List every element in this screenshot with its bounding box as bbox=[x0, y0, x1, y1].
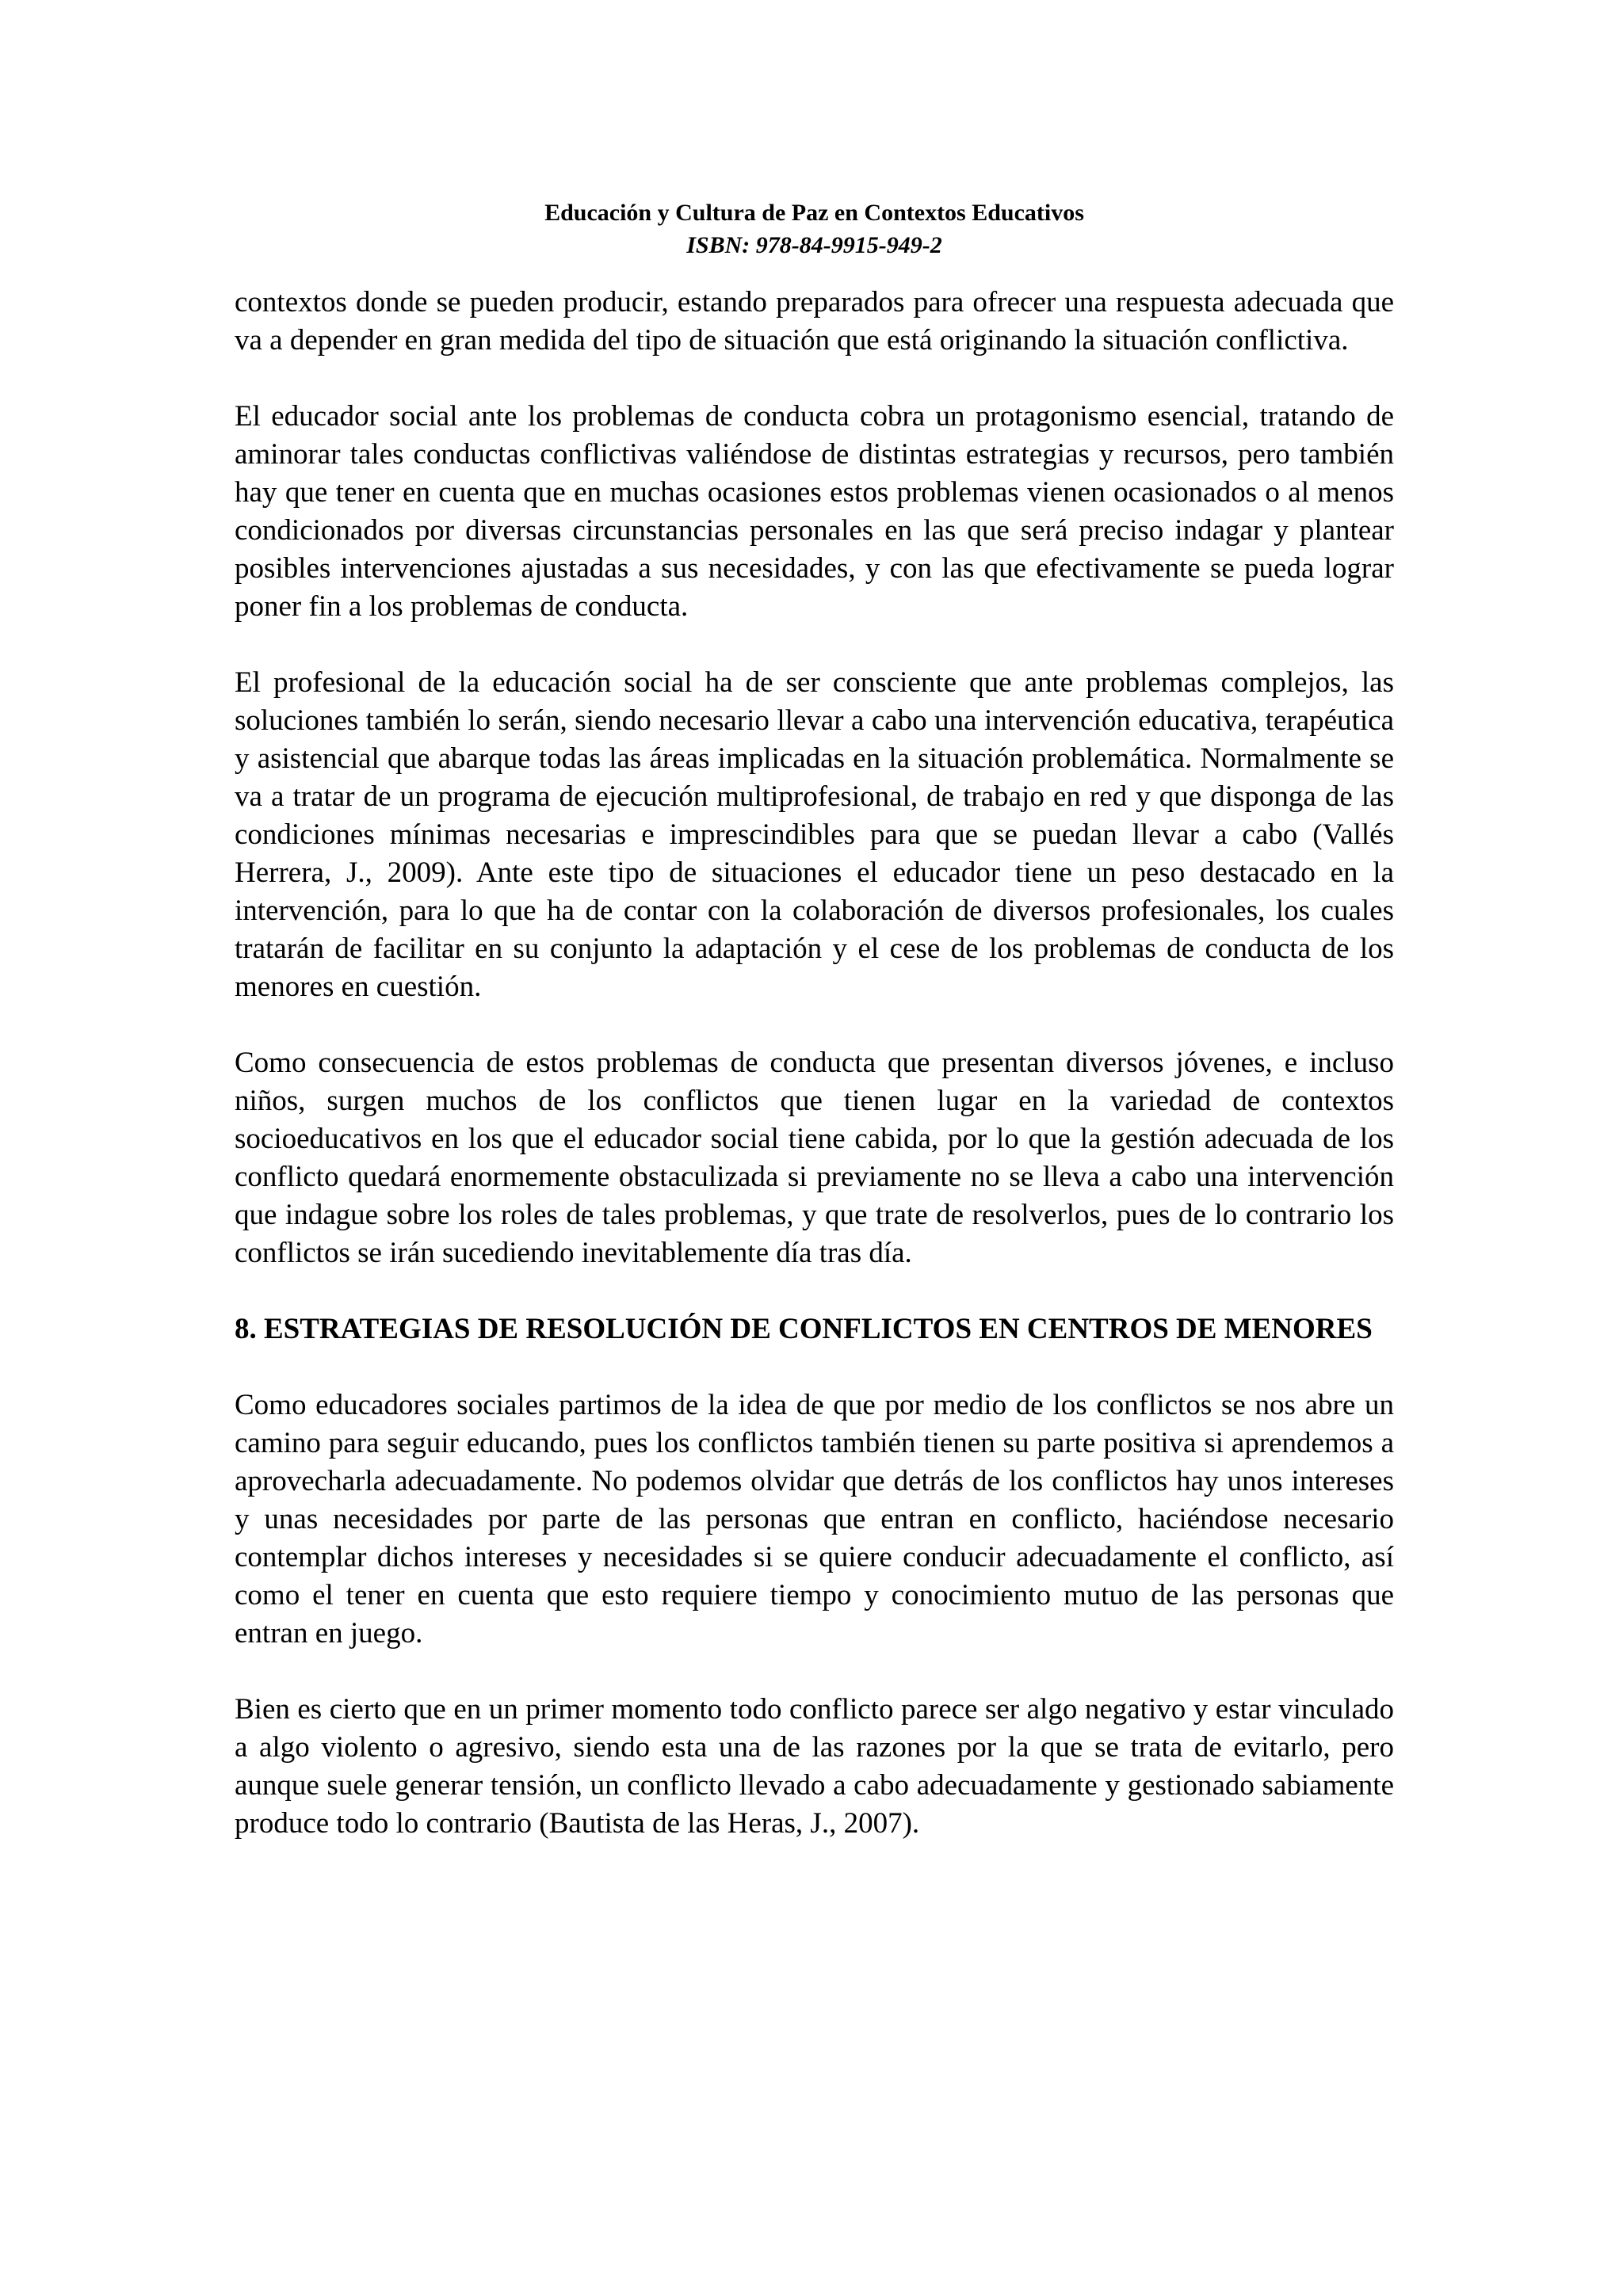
paragraph-4: Como consecuencia de estos problemas de conducta que presentan diversos jóvenes, e incluso niños, surgen muchos de los conflictos que tienen lugar en la variedad de contextos socioeducativos en los que el educador social tiene cabida, por lo que la gestión adecuada de los conflicto quedará enormemente obstaculizada si previamente no se lleva a cabo una intervención que indague sobre los roles de tales problemas, y que trate de resolverlos, pues de lo contrario los conflictos se irán sucediendo inevitablemente día tras día. bbox=[235, 1047, 1394, 1269]
book-title: Educación y Cultura de Paz en Contextos Educativos bbox=[544, 200, 1084, 226]
body-text bbox=[235, 284, 1394, 1843]
section-heading: 8. ESTRATEGIAS DE RESOLUCIÓN DE CONFLICTOS EN CENTROS DE MENORES bbox=[235, 1313, 1373, 1345]
paragraph-5: Como educadores sociales partimos de la idea de que por medio de los conflictos se nos abre un camino para seguir educando, pues los conflictos también tienen su parte positiva si aprendemos a aprovecharla adecuadamente. No podemos olvidar que detrás de los conflictos hay unos intereses y unas necesidades por parte de las personas que entran en conflicto, haciéndose necesario contemplar dichos intereses y necesidades si se quiere conducir adecuadamente el conflicto, así como el tener en cuenta que esto requiere tiempo y conocimiento mutuo de las personas que entran en juego. bbox=[235, 1389, 1394, 1650]
paragraph-6: Bien es cierto que en un primer momento todo conflicto parece ser algo negativo y estar vinculado a algo violento o agresivo, siendo esta una de las razones por la que se trata de evitarlo, pero aunque suele generar tensión, un conflicto llevado a cabo adecuadamente y gestionado sabiamente produce todo lo contrario (Bautista de las Heras, J., 2007). bbox=[235, 1693, 1394, 1840]
paragraph-1: contextos donde se pueden producir, estando preparados para ofrecer una respuesta adecuada que va a depender en gran medida del tipo de situación que está originando la situación conflictiva. bbox=[235, 286, 1394, 357]
document-page bbox=[235, 196, 1394, 1881]
paragraph-3: El profesional de la educación social ha de ser consciente que ante problemas complejos, las soluciones también lo serán, siendo necesario llevar a cabo una intervención educativa, terapéutica y asistencial que abarque todas las áreas implicadas en la situación problemática. Normalmente se va a tratar de un programa de ejecución multiprofesional, de trabajo en red y que disponga de las condiciones mínimas necesarias e imprescindibles para que se puedan llevar a cabo (Vallés Herrera, J., 2009). Ante este tipo de situaciones el educador tiene un peso destacado en la intervención, para lo que ha de contar con la colaboración de diversos profesionales, los cuales tratarán de facilitar en su conjunto la adaptación y el cese de los problemas de conducta de los menores en cuestión. bbox=[235, 666, 1394, 1003]
isbn-line: ISBN: 978-84-9915-949-2 bbox=[686, 232, 942, 258]
paragraph-2: El educador social ante los problemas de conducta cobra un protagonismo esencial, tratando de aminorar tales conductas conflictivas valiéndose de distintas estrategias y recursos, pero también hay que tener en cuenta que en muchas ocasiones estos problemas vienen ocasionados o al menos condicionados por diversas circunstancias personales en las que será preciso indagar y plantear posibles intervenciones ajustadas a sus necesidades, y con las que efectivamente se pueda lograr poner fin a los problemas de conducta. bbox=[235, 400, 1394, 623]
running-header bbox=[235, 196, 1394, 261]
